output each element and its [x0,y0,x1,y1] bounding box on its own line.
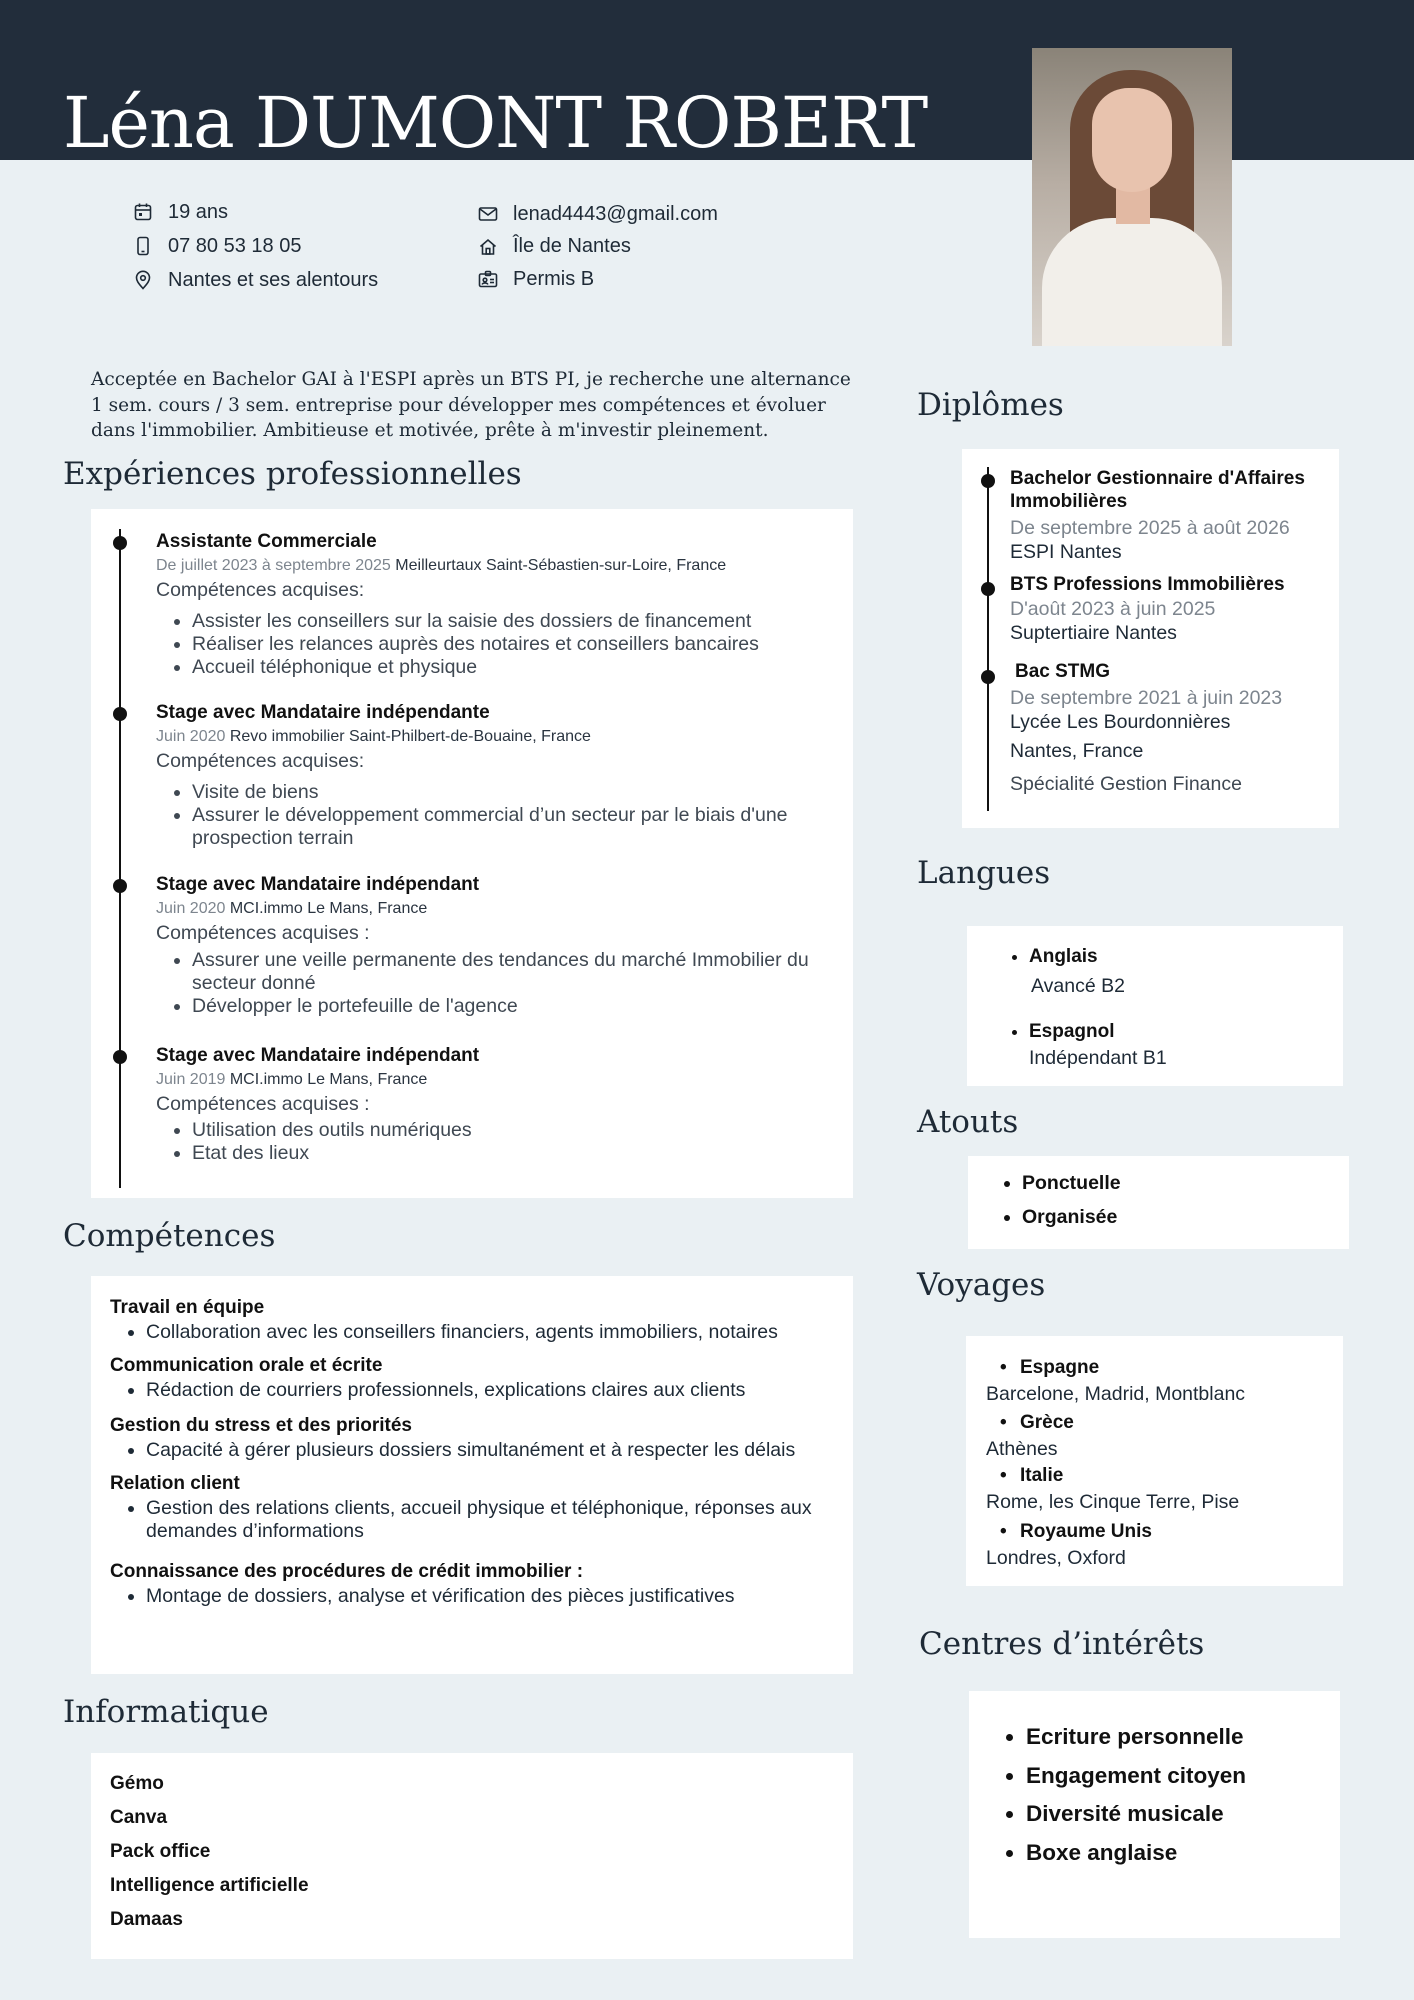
experience-bullets [156,949,836,1018]
experience-item [156,872,836,1018]
diploma-specialty: Spécialité Gestion Finance [1010,773,1242,795]
location-text: Nantes et ses alentours [168,268,379,291]
timeline-dot [113,707,127,721]
contact-list-left [133,195,378,297]
contact-address [478,231,718,262]
experience-item [156,1043,836,1165]
diploma-item [1010,660,1330,796]
travel-country: • Grèce [1020,1410,1343,1436]
experiences-title: Expériences professionnelles [63,456,522,492]
skill-group [110,1413,833,1463]
language-name: • Espagnol [1029,1018,1343,1045]
home-icon [478,237,498,257]
travel-country: • Espagne [1020,1355,1343,1381]
timeline-dot [981,474,995,488]
diploma-date: De septembre 2025 à août 2026 [1010,517,1290,539]
phone-text[interactable]: 07 80 53 18 05 [168,234,302,257]
interests-card [969,1691,1340,1938]
contact-email [478,197,718,231]
travel-cities: Barcelone, Madrid, Montblanc [986,1383,1246,1405]
travel-cities: Rome, les Cinque Terre, Pise [986,1491,1240,1513]
phone-icon [133,236,153,256]
contact-location [133,263,378,297]
diploma-title: Bachelor Gestionnaire d'Affaires Immobilières [1010,468,1305,512]
diplomas-timeline [987,467,989,811]
it-item: Damaas [110,1909,183,1930]
it-card [91,1753,853,1959]
contact-phone [133,229,378,263]
skill-heading: Connaissance des procédures de crédit immobilier : [110,1560,584,1582]
timeline-dot [113,879,127,893]
experience-title: Stage avec Mandataire indépendant [156,874,480,895]
diploma-date: D'août 2023 à juin 2025 [1010,598,1216,620]
list-item: • Assurer une veille permanente des tendances du marché Immobilier du secteur donné [192,949,836,995]
diploma-title: Bac STMG [1015,661,1111,682]
it-item: Pack office [110,1841,211,1862]
interests-list [992,1718,1340,1872]
diploma-school: Lycée Les Bourdonnières [1010,711,1231,733]
list-item: • Visite de biens [192,781,836,804]
profile-photo [1032,48,1232,346]
it-title: Informatique [63,1694,269,1730]
assets-list [988,1166,1349,1234]
skill-group [110,1353,833,1403]
diploma-item [1010,573,1330,645]
interests-title: Centres d’intérêts [919,1626,1205,1662]
list-item: • Assister les conseillers sur la saisie des dossiers de financement [192,610,836,633]
experience-subtitle: Compétences acquises : [156,922,370,944]
travel-item [986,1355,1343,1407]
calendar-icon [133,202,153,222]
assets-title: Atouts [917,1104,1019,1140]
list-item: • Utilisation des outils numériques [192,1119,836,1142]
diplomas-card [962,449,1339,828]
diploma-school: Suptertiaire Nantes [1010,622,1177,644]
experience-bullets [156,781,836,850]
list-item: • Capacité à gérer plusieurs dossiers simultanément et à respecter les délais [146,1439,833,1463]
languages-title: Langues [917,855,1051,891]
travel-item [986,1410,1343,1462]
languages-card [967,926,1343,1086]
languages-list [995,943,1343,970]
contact-age [133,195,378,229]
travel-item [986,1463,1343,1515]
travel-item [986,1519,1343,1571]
timeline-dot [113,536,127,550]
diplomas-title: Diplômes [917,387,1064,423]
skill-group [110,1559,833,1609]
language-level: Avancé B2 [1031,975,1125,997]
it-item: Canva [110,1807,168,1828]
timeline-dot [981,582,995,596]
list-item: • Ponctuelle [1022,1166,1349,1200]
skill-group [110,1471,833,1544]
skill-group [110,1295,833,1345]
list-item: • Etat des lieux [192,1142,836,1165]
experience-meta: Juin 2020 Revo immobilier Saint-Philbert-de-Bouaine, France [156,728,591,745]
skills-title: Compétences [63,1218,276,1254]
list-item: • Montage de dossiers, analyse et vérification des pièces justificatives [146,1585,833,1609]
list-item: • Ecriture personnelle [1026,1718,1340,1757]
candidate-name: Léna DUMONT ROBERT [63,82,928,164]
diploma-title: BTS Professions Immobilières [1010,574,1285,595]
diploma-school: ESPI Nantes [1010,541,1122,563]
skill-heading: Relation client [110,1472,240,1494]
language-level: Indépendant B1 [1029,1047,1167,1069]
location-pin-icon [133,270,153,290]
skill-heading: Gestion du stress et des priorités [110,1415,412,1436]
diploma-date: De septembre 2021 à juin 2023 [1010,687,1283,709]
skill-heading: Communication orale et écrite [110,1354,383,1376]
experience-item [156,700,836,850]
contact-license [478,262,718,296]
list-item: • Assurer le développement commercial d’un secteur par le biais d'une prospection terrain [192,804,836,850]
it-item: Intelligence artificielle [110,1875,309,1896]
travel-country: • Royaume Unis [1020,1519,1343,1545]
skills-card [91,1276,853,1674]
experience-item [156,529,836,679]
experience-subtitle: Compétences acquises: [156,750,365,772]
travels-title: Voyages [917,1267,1046,1303]
travel-cities: Athènes [986,1438,1058,1460]
language-name: • Anglais [1029,943,1343,970]
experience-title: Assistante Commerciale [156,531,377,552]
address-text: Île de Nantes [513,235,631,257]
list-item: • Réaliser les relances auprès des notaires et conseillers bancaires [192,633,836,656]
license-text: Permis B [513,267,595,290]
travel-country: • Italie [1020,1463,1343,1489]
email-text[interactable]: lenad4443@gmail.com [513,202,718,225]
list-item: • Rédaction de courriers professionnels, explications claires aux clients [146,1379,833,1403]
list-item: • Diversité musicale [1026,1795,1340,1834]
mail-icon [478,204,498,224]
list-item: • Boxe anglaise [1026,1834,1340,1873]
list-item: • Développer le portefeuille de l'agence [192,995,836,1018]
experience-bullets [156,1119,836,1165]
list-item: • Organisée [1022,1200,1349,1234]
diploma-item [1010,467,1330,564]
experiences-card [91,509,853,1198]
diploma-city: Nantes, France [1010,740,1144,762]
list-item: • Accueil téléphonique et physique [192,656,836,679]
timeline-dot [981,670,995,684]
list-item: • Engagement citoyen [1026,1757,1340,1796]
timeline-dot [113,1050,127,1064]
experiences-timeline [119,529,121,1188]
experience-meta: De juillet 2023 à septembre 2025 Meilleurtaux Saint-Sébastien-sur-Loire, France [156,557,727,574]
experience-subtitle: Compétences acquises: [156,579,365,601]
it-item: Gémo [110,1773,164,1794]
experience-title: Stage avec Mandataire indépendante [156,702,490,723]
experience-title: Stage avec Mandataire indépendant [156,1045,480,1066]
skill-heading: Travail en équipe [110,1297,265,1318]
travel-cities: Londres, Oxford [986,1547,1126,1569]
experience-meta: Juin 2019 MCI.immo Le Mans, France [156,1071,428,1088]
experience-bullets [156,610,836,679]
experience-meta: Juin 2020 MCI.immo Le Mans, France [156,900,428,917]
age-text: 19 ans [168,200,229,223]
assets-card [968,1156,1349,1249]
id-card-icon [478,269,498,289]
contact-list-right [478,197,718,296]
list-item: • Gestion des relations clients, accueil physique et téléphonique, réponses aux demandes d’informations [146,1497,833,1544]
experience-subtitle: Compétences acquises : [156,1093,370,1115]
intro-paragraph: Acceptée en Bachelor GAI à l'ESPI après un BTS PI, je recherche une alternance 1 sem. cours / 3 sem. entreprise pour développer mes compétences et évoluer dans l'immobilier. Ambitieuse et motivée, prête à m'investir pleinement. [91,369,851,441]
list-item: • Collaboration avec les conseillers financiers, agents immobiliers, notaires [146,1321,833,1345]
travels-card [966,1336,1343,1586]
